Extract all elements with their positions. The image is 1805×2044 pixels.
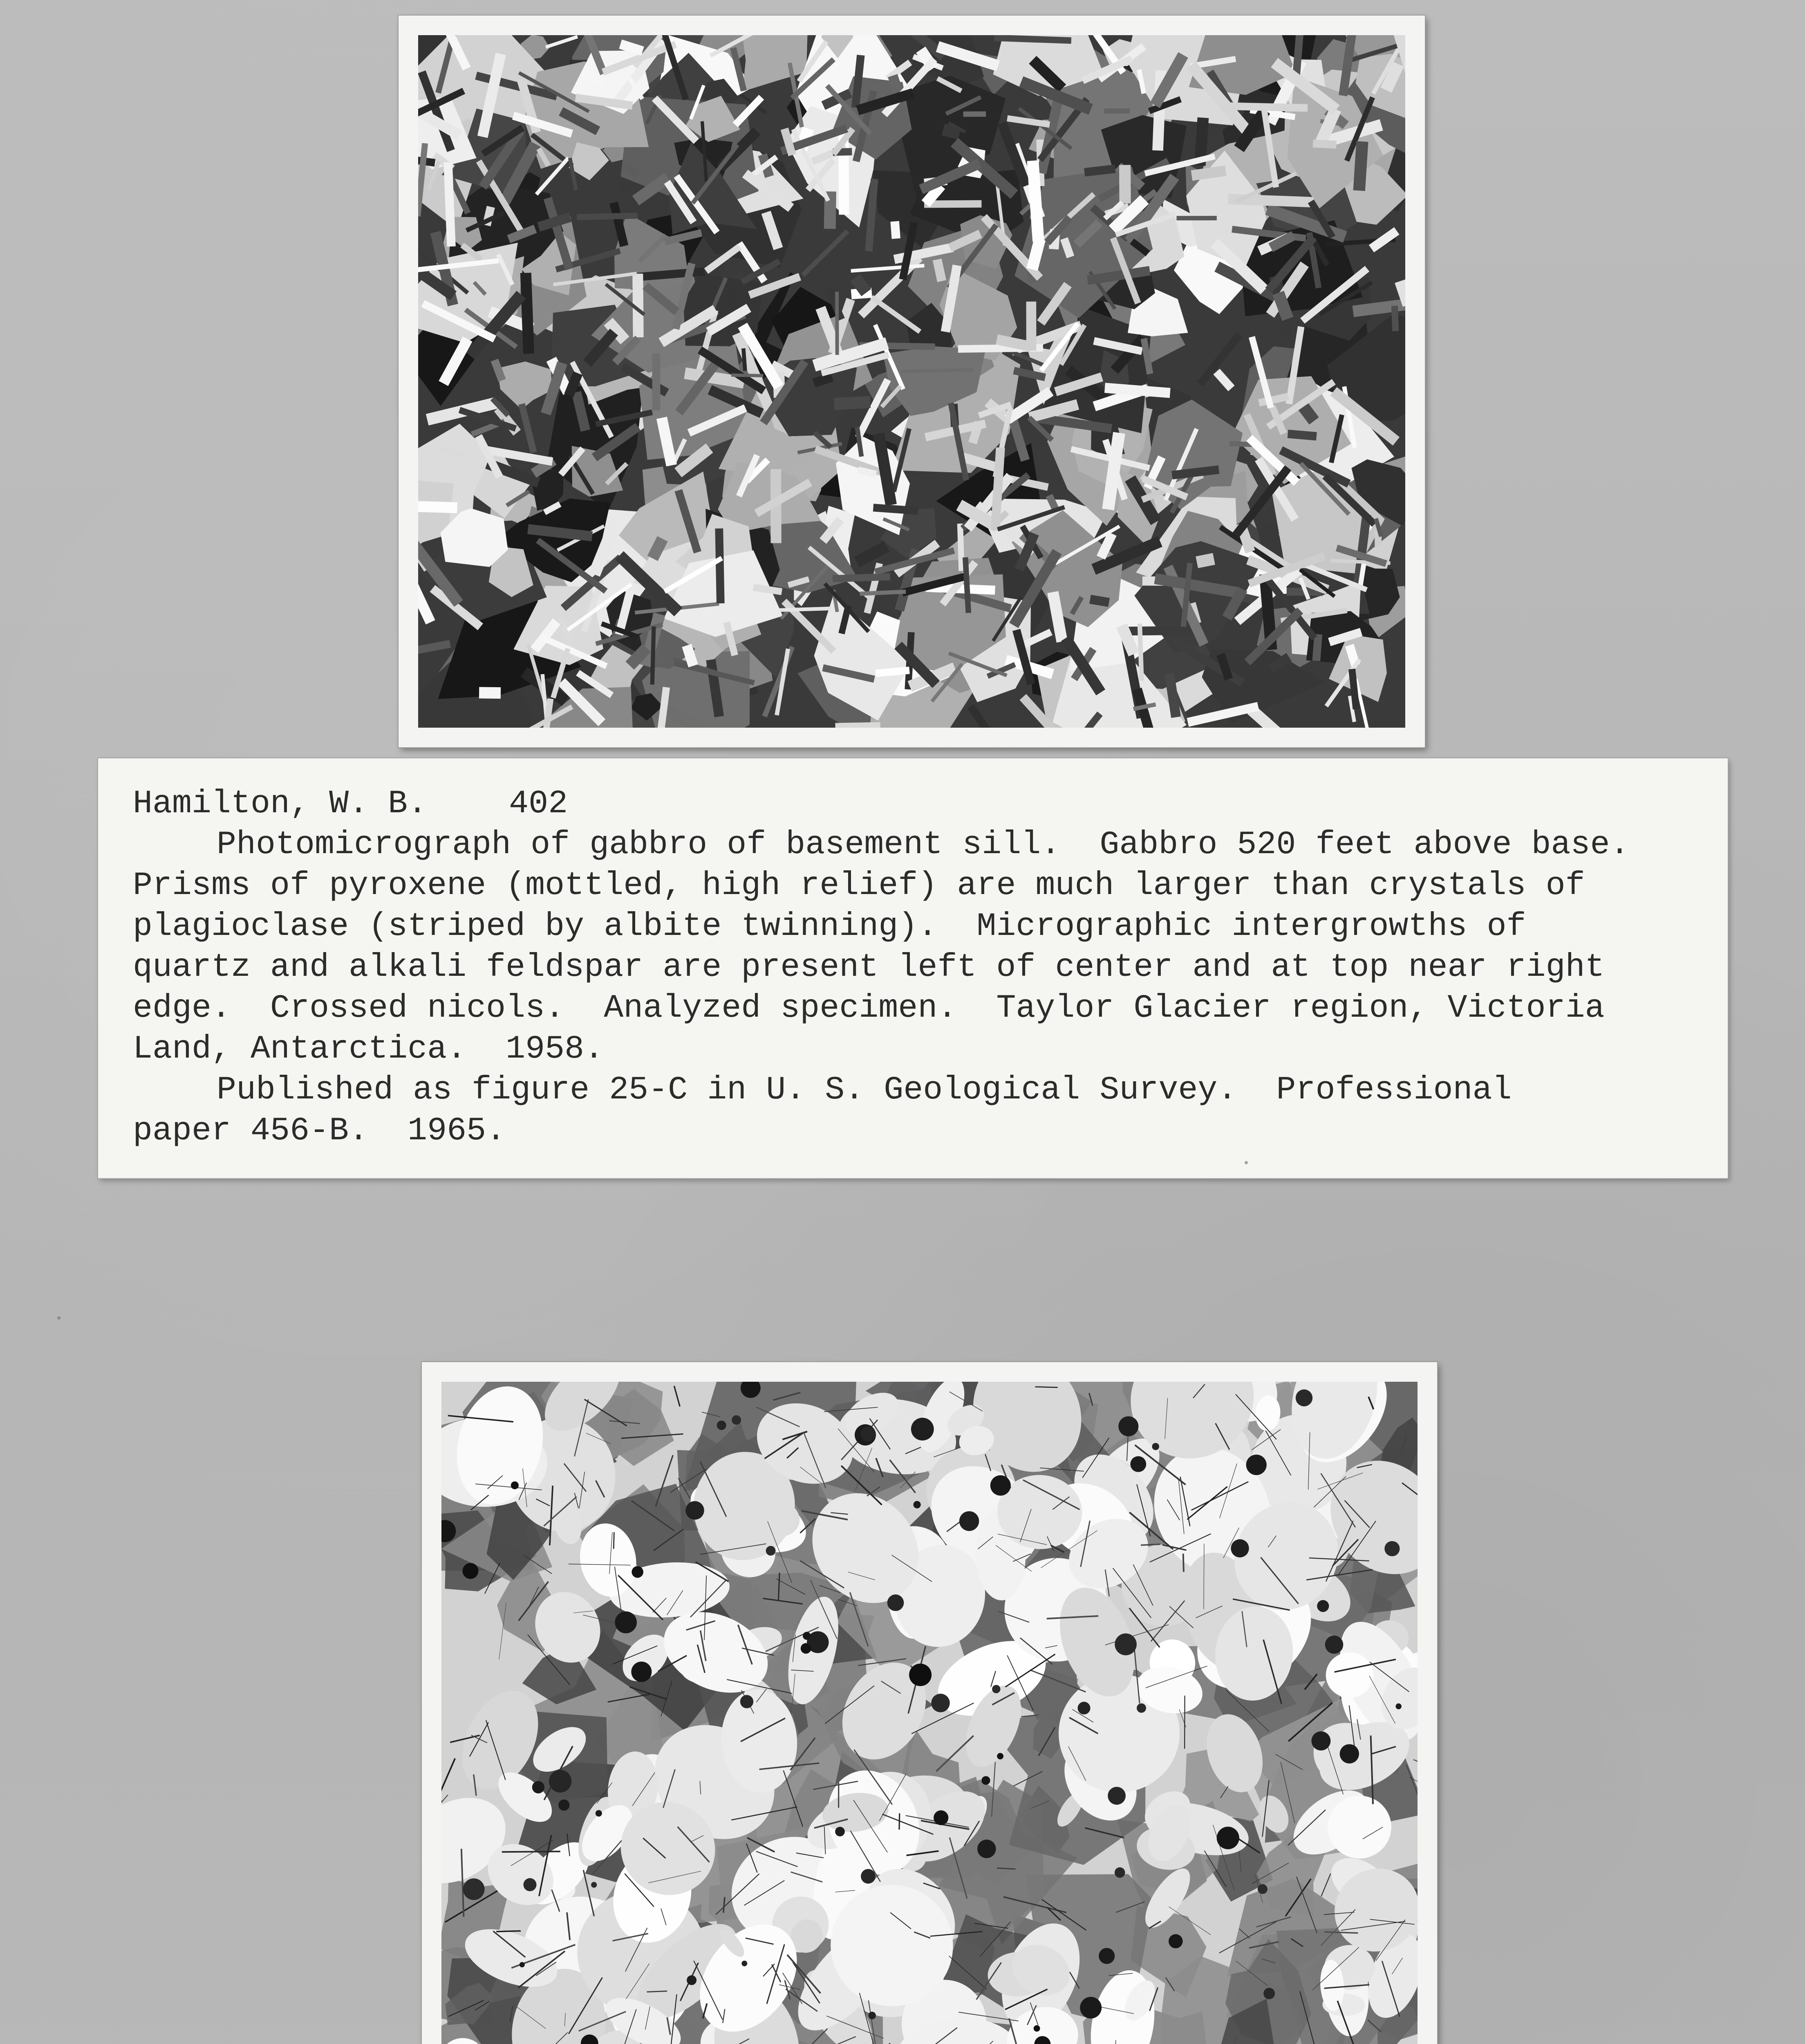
opaque-grain	[861, 1426, 876, 1441]
opaque-grain	[1217, 1827, 1239, 1849]
opaque-grain	[1152, 1443, 1159, 1450]
opaque-grain	[803, 1632, 811, 1640]
plagioclase-lath	[652, 354, 660, 410]
plagioclase-lath	[479, 687, 501, 699]
fracture-line	[1183, 1554, 1184, 1572]
opaque-grain	[1080, 1997, 1102, 2019]
plane-polarized-image	[441, 1382, 1418, 2044]
opaque-grain	[511, 1481, 519, 1489]
opaque-grain	[801, 1643, 811, 1654]
opaque-grain	[1231, 1539, 1249, 1557]
photomicrograph-crossed-nicols	[399, 16, 1425, 747]
opaque-grain	[1137, 1703, 1146, 1713]
opaque-grain	[835, 1827, 845, 1837]
opaque-grain	[1317, 1600, 1329, 1612]
publication-line: Published as figure 25-C in U. S. Geological Survey. Professional	[217, 1071, 1512, 1109]
plagioclase-lath	[834, 396, 871, 410]
opaque-grain	[1115, 1867, 1125, 1878]
opaque-grain	[981, 1776, 990, 1785]
plagioclase-lath	[1026, 302, 1037, 351]
fracture-line	[647, 1991, 667, 1992]
description-line: edge. Crossed nicols. Analyzed specimen. Taylor Glacier region, Victoria	[133, 990, 1605, 1027]
description-line: Land, Antarctica. 1958.	[133, 1031, 604, 1068]
opaque-grain	[1340, 1744, 1359, 1764]
opaque-grain	[931, 1694, 950, 1712]
opaque-grain	[868, 2012, 876, 2019]
opaque-grain	[1108, 1787, 1126, 1805]
plagioclase-lath	[1391, 306, 1399, 331]
opaque-grain	[1263, 1988, 1275, 1999]
catalog-number: 402	[509, 785, 568, 823]
crossed-nicols-image	[418, 35, 1405, 728]
opaque-grain	[596, 1810, 602, 1817]
dust-speck	[57, 1316, 60, 1320]
caption-header	[133, 784, 1728, 825]
opaque-grain	[632, 1566, 643, 1578]
opaque-grain	[1130, 1456, 1146, 1472]
opaque-grain	[977, 1840, 996, 1858]
opaque-grain	[1396, 1703, 1402, 1709]
plagioclase-lath	[715, 529, 724, 604]
opaque-grain	[532, 1781, 544, 1793]
description-line: plagioclase (striped by albite twinning). Micrographic intergrowths of	[133, 908, 1526, 945]
opaque-grain	[997, 1753, 1003, 1759]
opaque-grain	[717, 1421, 726, 1430]
plagioclase-lath	[835, 292, 839, 355]
opaque-grain	[591, 1882, 597, 1888]
plagioclase-lath	[1119, 165, 1131, 203]
opaque-grain	[615, 1611, 637, 1634]
plagioclase-lath	[418, 500, 457, 513]
opaque-grain	[463, 1563, 479, 1579]
description-line: Photomicrograph of gabbro of basement sill. Gabbro 520 feet above base.	[217, 826, 1630, 863]
plagioclase-lath	[1104, 108, 1130, 113]
fracture-line	[1141, 1544, 1160, 1545]
opaque-grain	[990, 1475, 1011, 1496]
plagioclase-lath	[890, 221, 900, 239]
opaque-grain	[524, 1878, 537, 1891]
opaque-grain	[549, 1770, 571, 1793]
opaque-grain	[740, 1695, 753, 1708]
plagioclase-lath	[1313, 140, 1337, 149]
opaque-grain	[685, 1501, 704, 1520]
publication-line: paper 456-B. 1965.	[133, 1112, 506, 1150]
opaque-grain	[631, 1662, 652, 1682]
photo-emulsion	[441, 1382, 1418, 2044]
fracture-line	[496, 1931, 521, 1932]
opaque-grain	[1115, 1634, 1137, 1656]
opaque-grain	[1258, 1884, 1268, 1894]
opaque-grain	[1118, 1416, 1138, 1437]
opaque-grain	[1325, 1636, 1344, 1654]
opaque-grain	[1034, 2025, 1040, 2032]
photo-emulsion	[418, 35, 1405, 728]
opaque-grain	[520, 1962, 525, 1968]
opaque-grain	[861, 1869, 876, 1884]
opaque-grain	[1246, 1455, 1267, 1475]
fracture-line	[502, 1851, 560, 1852]
caption-card-402	[98, 758, 1728, 1178]
opaque-grain	[1099, 1948, 1115, 1964]
dust-speck	[1245, 1161, 1248, 1164]
opaque-grain	[558, 1800, 569, 1811]
photomicrograph-plane-polarized	[422, 1362, 1437, 2044]
opaque-grain	[687, 1975, 696, 1985]
author-name: Hamilton, W. B.	[133, 785, 428, 823]
opaque-grain	[992, 1685, 1000, 1693]
plagioclase-lath	[1176, 216, 1216, 220]
description-line: Prisms of pyroxene (mottled, high relief) are much larger than crystals of	[133, 867, 1585, 904]
opaque-grain	[741, 1961, 747, 1966]
plagioclase-lath	[731, 373, 763, 377]
opaque-grain	[959, 1511, 979, 1531]
opaque-grain	[1169, 1934, 1183, 1948]
opaque-grain	[1312, 1731, 1331, 1750]
plagioclase-lath	[963, 111, 986, 117]
opaque-grain	[463, 1878, 485, 1900]
opaque-grain	[1078, 1702, 1091, 1715]
opaque-grain	[1384, 1541, 1400, 1556]
opaque-grain	[766, 1546, 776, 1556]
plagioclase-lath	[835, 722, 880, 728]
opaque-grain	[1296, 1390, 1312, 1406]
opaque-grain	[732, 1415, 741, 1425]
opaque-grain	[914, 1501, 921, 1508]
opaque-grain	[887, 1594, 904, 1611]
fracture-line	[899, 1813, 900, 1830]
description-line: quartz and alkali feldspar are present left of center and at top near right	[133, 949, 1605, 986]
opaque-grain	[911, 1418, 934, 1441]
opaque-grain	[934, 1810, 948, 1825]
opaque-grain	[909, 1664, 932, 1686]
